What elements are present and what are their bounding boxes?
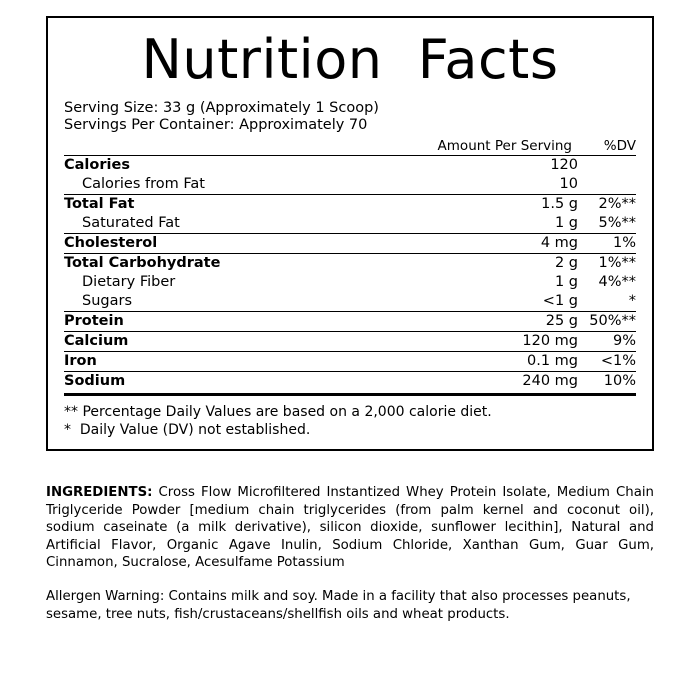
nutrition-facts-panel xyxy=(46,16,654,451)
row-label: Calories xyxy=(64,157,130,173)
row-amount: 1.5 g xyxy=(335,195,578,215)
row-amount: 120 mg xyxy=(335,332,578,352)
ingredients-text: Cross Flow Microfiltered Instantized Whey Protein Isolate, Medium Chain Triglyceride Powder [medium chain triglycerides (from palm kernel and coconut oil), sodium caseinate (a milk derivative), silicon dioxide, sunflower lecithin], Natural and Artificial Flavor, Organic Agave Inulin, Sodium Chloride, Xanthan Gum, Guar Gum, Cinnamon, Sucralose, Acesulfame Potassium xyxy=(46,485,654,570)
row-dv: 50%** xyxy=(578,312,636,332)
row-label: Calories from Fat xyxy=(82,176,205,192)
table-row xyxy=(64,195,636,215)
table-row xyxy=(64,372,636,392)
header-spacer xyxy=(64,137,335,156)
table-row xyxy=(64,312,636,332)
row-dv: 1%** xyxy=(578,254,636,274)
servings-per-container: Servings Per Container: Approximately 70 xyxy=(64,117,368,133)
table-row xyxy=(64,332,636,352)
row-dv: 9% xyxy=(578,332,636,352)
row-amount: 1 g xyxy=(554,274,578,290)
row-label: Calcium xyxy=(64,332,335,352)
row-amount: 2 g xyxy=(335,254,578,274)
table-row xyxy=(64,234,636,254)
page-title: Nutrition Facts xyxy=(141,28,559,91)
nutrition-table xyxy=(64,137,636,391)
row-amount: 10 xyxy=(559,176,578,192)
table-row xyxy=(64,292,636,312)
row-amount: <1 g xyxy=(542,293,578,309)
row-amount: 1 g xyxy=(554,215,578,231)
row-label: Cholesterol xyxy=(64,234,335,254)
row-amount: 120 xyxy=(550,157,578,173)
allergen-warning: Allergen Warning: Contains milk and soy. Made in a facility that also processes peanuts, sesame, tree nuts, fish/crustaceans/shellfish oils and wheat products. xyxy=(46,589,631,622)
row-label: Total Carbohydrate xyxy=(64,254,335,274)
row-dv xyxy=(578,175,636,195)
table-row xyxy=(64,254,636,274)
row-amount: 240 mg xyxy=(335,372,578,392)
row-label: Iron xyxy=(64,352,335,372)
table-row xyxy=(64,352,636,372)
column-header-dv: %DV xyxy=(578,137,636,156)
footnotes xyxy=(64,393,636,439)
footnote-daily-values: ** Percentage Daily Values are based on a 2,000 calorie diet. xyxy=(64,404,492,420)
row-dv xyxy=(578,156,636,176)
table-row xyxy=(64,273,636,292)
row-amount: 25 g xyxy=(335,312,578,332)
row-label: Sodium xyxy=(64,372,335,392)
row-label: Saturated Fat xyxy=(82,215,180,231)
table-row xyxy=(64,156,636,176)
row-label: Protein xyxy=(64,312,335,332)
table-header-row xyxy=(64,137,636,156)
table-row xyxy=(64,214,636,234)
row-dv: * xyxy=(628,293,636,309)
serving-info xyxy=(64,100,636,137)
row-dv: 2%** xyxy=(578,195,636,215)
row-dv: 10% xyxy=(578,372,636,392)
row-dv: 1% xyxy=(578,234,636,254)
row-label: Sugars xyxy=(82,293,132,309)
row-amount: 0.1 mg xyxy=(335,352,578,372)
serving-size: Serving Size: 33 g (Approximately 1 Scoop) xyxy=(64,100,379,116)
row-dv: 4%** xyxy=(598,274,636,290)
table-row xyxy=(64,175,636,195)
row-label: Dietary Fiber xyxy=(82,274,176,290)
ingredients-heading: INGREDIENTS: xyxy=(46,485,153,500)
column-header-amount: Amount Per Serving xyxy=(335,137,578,156)
row-dv: 5%** xyxy=(598,215,636,231)
row-label: Total Fat xyxy=(64,195,335,215)
row-amount: 4 mg xyxy=(335,234,578,254)
row-dv: <1% xyxy=(578,352,636,372)
ingredients-section xyxy=(46,484,654,572)
footnote-dv-not-established: * Daily Value (DV) not established. xyxy=(64,422,311,438)
